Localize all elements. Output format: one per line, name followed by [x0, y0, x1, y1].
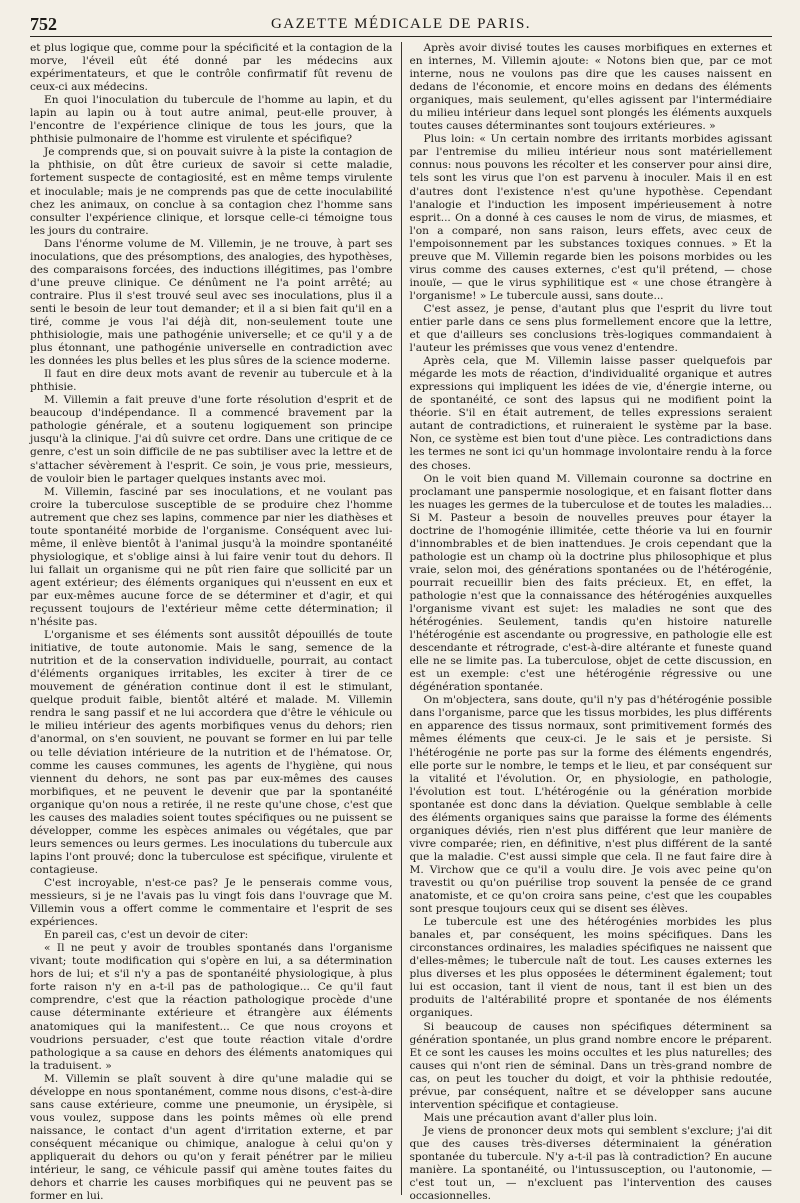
paragraph: L'organisme et ses éléments sont aussitôt dépouillés de toute initiative, de toute autonomie. Mais le sang, semence de la nutrition et de la conservation individuelle, pourrait, au contact d'éléments organiques irritables, les exciter à tirer de ce mouvement de génération continue dont il est le stimulant, quelque produit faible, bientôt altéré et malade. M. Villemin rendra le sang passif et ne lui accordera que d'être le véhicule ou le milieu intérieur des agents morbifiques venus du dehors; rien d'anormal, on s'en souvient, ne pouvant se former en lui par telle ou telle déviation intérieure de la nutrition et de l'hématose. Or, comme les causes communes, les agents de l'hygiène, qui nous viennent du dehors, ne sont pas par eux-mêmes des causes morbifiques, et ne peuvent le devenir que par la spontanéité organique qu'on nous a retirée, il ne reste qu'une chose, c'est que les causes des maladies soient toutes spécifiques ou ne puissent se développer, comme les espèces animales ou végétales, que par leurs semences ou leurs germes. Les inoculations du tubercule aux lapins l'ont prouvé; donc la tuberculose est spécifique, virulente et contagieuse. — [30, 629, 393, 876]
paragraph: C'est assez, je pense, d'autant plus que l'esprit du livre tout entier parle dans ce sens plus formellement encore que la lettre, et que d'ailleurs ses conclusions très-logiques commandaient à l'auteur les prémisses que vous venez d'entendre. — [409, 302, 772, 355]
paragraph: Je comprends que, si on pouvait suivre à la piste la contagion de la phthisie, on dût être curieux de savoir si cette maladie, fortement suspecte de contagiosité, est en même temps virulente et inoculable; mais je ne comprends pas que de cette inoculabilité chez les animaux, on conclue à sa contagion chez l'homme sans consulter l'expérience clinique, et lorsque celle-ci témoigne tous les jours du contraire. — [30, 146, 393, 237]
paragraph: Il faut en dire deux mots avant de revenir au tubercule et à la phthisie. — [30, 368, 393, 394]
paragraph: En pareil cas, c'est un devoir de citer: — [44, 929, 249, 942]
paragraph: M. Villemin, fasciné par ses inoculations, et ne voulant pas croire la tuberculose susceptible de se produire chez l'homme autrement que chez ses lapins, commence par nier les diathèses et toute spontanéité morbide de l'organisme. Conséquent avec lui-même, il enlève bientôt à l'animal jusqu'à la moindre spontanéité physiologique, et s'oblige ainsi à lui faire venir tout du dehors. Il lui fallait un organisme qui ne pût rien faire que sollicité par un agent extérieur; des éléments organiques qui n'eussent en eux et par eux-mêmes aucune force de se déterminer et d'agir, et qui reçussent toujours de l'extérieur même cette détermination; il n'hésite pas. — [30, 485, 393, 629]
paragraph: Si beaucoup de causes non spécifiques déterminent sa génération spontanée, un plus grand nombre encore le préparent. Et ce sont les causes les moins occultes et les plus naturelles; des causes qui n'ont rien de séminal. Dans un très-grand nombre de cas, on peut les toucher du doigt, et voir la phthisie redoutée, prévue, par conséquent, naître et se développer sans aucune intervention spécifique et contagieuse. — [409, 1020, 772, 1111]
paragraph: Après cela, que M. Villemin laisse passer quelquefois par mégarde les mots de réaction, d'individualité organique et autres expressions qui impliquent les idées de vie, d'énergie interne, ou de spontanéité, ce sont des lapsus qui ne modifient point la théorie. S'il en était autrement, de telles expressions seraient autant de contradictions, et ruineraient le système par la base. Non, ce système est bien tout d'une pièce. Les contradictions dans les termes ne sont ici qu'un hommage involontaire rendu à la force des choses. — [409, 355, 772, 472]
page-number: 752 — [30, 14, 57, 34]
paragraph: Après avoir divisé toutes les causes morbifiques en externes et en internes, M. Villemin ajoute: « Notons bien que, par ce mot interne, nous ne voulons pas dire que les causes naissent en dedans de l'économie, et encore moins en dedans des éléments organiques, mais seulement, qu'elles agissent par l'intermédiaire du milieu intérieur dans lequel sont plongés les éléments auxquels toutes causes déterminantes sont toujours extérieures. » — [409, 42, 772, 133]
page-header — [30, 14, 772, 37]
paragraph: et plus logique que, comme pour la spécificité et la contagion de la morve, l'éveil eût été donné par les médecins aux expérimentateurs, et que le contrôle confirmatif fût revenu de ceux-ci aux médecins. — [30, 42, 393, 94]
paragraph: Mais une précaution avant d'aller plus loin. — [423, 1111, 658, 1124]
paragraph: Je viens de prononcer deux mots qui semblent s'exclure; j'ai dit que des causes très-diverses déterminaient la génération spontanée du tubercule. N'y a-t-il pas là contradiction? En aucune manière. La spontanéité, ou l'intussusception, ou l'autonomie, — c'est tout un, — n'excluent pas l'intervention des causes occasionnelles. — [409, 1124, 772, 1203]
paragraph: M. Villemin se plaît souvent à dire qu'une maladie qui se développe en nous spontanément, comme nous disons, c'est-à-dire sans cause extérieure, comme une pneumonie, un érysipèle, si vous voulez, suppose dans les points mêmes où elle prend naissance, le contact d'un agent d'irritation externe, et par conséquent mécanique ou chimique, analogue à celui qu'on y appliquerait du dehors ou qu'on y ferait pénétrer par le milieu intérieur, le sang, ce véhicule passif qui amène toutes faites du dehors et charrie les causes morbifiques qui ne peuvent pas se former en lui. — [30, 1072, 393, 1203]
paragraph: Dans l'énorme volume de M. Villemin, je ne trouve, à part ses inoculations, que des présomptions, des analogies, des hypothèses, des comparaisons forcées, des inductions illégitimes, pas l'ombre d'une preuve clinique. Ce dénûment ne l'a point arrêté; au contraire. Plus il s'est trouvé seul avec ses inoculations, plus il a senti le besoin de leur tout demander; et il a si bien fait qu'il en a tiré, comme je vous l'ai déjà dit, non-seulement toute une phthisiologie, mais une pathogénie universelle; et ce qu'il y a de plus étonnant, une pathogénie universelle en contradiction avec les données les plus belles et les plus sûres de la science moderne. — [30, 237, 393, 368]
paragraph: Le tubercule est une des hétérogénies morbides les plus banales et, par conséquent, les moins spécifiques. Dans les circonstances ordinaires, les maladies spécifiques ne naissent que d'elles-mêmes; le tubercule naît de tout. Les causes externes les plus diverses et les plus opposées le déterminent également; tout lui est occasion, tant il vient de nous, tant il est bien un des produits de l'altérabilité propre et spontanée de nos éléments organiques. — [409, 916, 772, 1020]
right-column — [402, 42, 773, 1203]
paragraph: « Il ne peut y avoir de troubles spontanés dans l'organisme vivant; toute modification qui s'opère en lui, a sa détermination hors de lui; et s'il n'y a pas de spontanéité physiologique, à plus forte raison n'y en a-t-il pas de pathologique... Ce qu'il faut comprendre, c'est que la réaction pathologique procède d'une cause déterminante extérieure et étrangère aux éléments anatomiques qui la manifestent... Ce que nous croyons et voudrions persuader, c'est que toute réaction vitale d'ordre pathologique a sa cause en dehors des éléments anatomiques qui la traduisent. » — [30, 942, 393, 1072]
paragraph: M. Villemin a fait preuve d'une forte résolution d'esprit et de beaucoup d'indépendance. Il a commencé bravement par la pathologie générale, et a soutenu logiquement son principe jusqu'à la clinique. J'ai dû suivre cet ordre. Dans une critique de ce genre, c'est un soin difficile de ne pas subtiliser avec la lettre et de s'attacher sévèrement à l'esprit. Ce soin, je vous prie, messieurs, de vouloir bien le partager quelques instants avec moi. — [30, 394, 393, 485]
paragraph: On le voit bien quand M. Villemain couronne sa doctrine en proclamant une panspermie nosologique, et en faisant flotter dans les nuages les germes de la tuberculose et de toutes les maladies... Si M. Pasteur a besoin de nouvelles preuves pour étayer la doctrine de l'homogénie illimitée, cette théorie va lui en fournir d'innombrables et de bien inattendues. Je crois cependant que la pathologie est un champ où la doctrine plus philosophique et plus vraie, selon moi, des générations spontanées ou de l'hétérogénie, pourrait recueillir bien des faits précieux. Et, en effet, la pathologie n'est que la connaissance des hétérogénies auxquelles l'organisme vivant est sujet: les maladies ne sont que des hétérogénies. Seulement, tandis qu'en histoire naturelle l'hétérogénie est ascendante ou progressive, en pathologie elle est descendante et rétrograde, c'est-à-dire altérante et funeste quand elle ne se limite pas. La tuberculose, objet de cette discussion, en est un exemple: c'est une hétérogénie régressive ou une dégénération spontanée. — [409, 472, 772, 694]
text-columns — [30, 42, 772, 1203]
paragraph: Plus loin: « Un certain nombre des irritants morbides agissant par l'entremise du milieu intérieur nous sont matériellement connus: nous pouvons les récolter et les conserver pour ainsi dire, tels sont les virus que l'on est parvenu à inoculer. Mais il en est d'autres dont l'existence n'est qu'une hypothèse. Cependant l'analogie et l'induction les imposent impérieusement à notre esprit... On a donné à ces causes le nom de virus, de miasmes, et l'on a comparé, non sans raison, leurs effets, avec ceux de l'empoisonnement par les substances toxiques connues. » Et la preuve que M. Villemin regarde bien les poisons morbides ou les virus comme des causes externes, c'est qu'il prétend, — chose inouïe, — que le virus syphilitique est « une chose étrangère à l'organisme! » Le tubercule aussi, sans doute... — [409, 133, 772, 302]
paragraph: On m'objectera, sans doute, qu'il n'y pas d'hétérogénie possible dans l'organisme, parce que les tissus morbides, les plus différents en apparence des tissus normaux, sont primitivement formés des mêmes éléments que ceux-ci. Je le sais et je persiste. Si l'hétérogénie ne porte pas sur la forme des éléments engendrés, elle porte sur le nombre, le temps et le lieu, et par conséquent sur la vitalité et l'évolution. Or, en physiologie, en pathologie, l'évolution est tout. L'hétérogénie ou la génération morbide spontanée est donc dans la déviation. Quelque semblable à celle des éléments organiques sains que paraisse la forme des éléments organiques déviés, rien n'est plus différent que leur manière de vivre comparée; rien, en définitive, n'est plus différent de la santé que la maladie. C'est aussi simple que cela. Il ne faut faire dire à M. Virchow que ce qu'il a voulu dire. Je vois avec peine qu'on travestit ou qu'on puérilise trop souvent la pensée de ce grand anatomiste, et ce qu'on croira sans peine, c'est que les coupables sont presque toujours ceux qui se disent ses élèves. — [409, 694, 772, 916]
left-column — [30, 42, 401, 1203]
running-title: GAZETTE MÉDICALE DE PARIS. — [270, 16, 532, 32]
paragraph: C'est incroyable, n'est-ce pas? Je le penserais comme vous, messieurs, si je ne l'avais pas lu vingt fois dans l'ouvrage que M. Villemin vous a offert comme le commentaire et l'esprit de ses expériences. — [30, 877, 393, 929]
paragraph: En quoi l'inoculation du tubercule de l'homme au lapin, et du lapin au lapin ou à tout autre animal, peut-elle prouver, à l'encontre de l'expérience clinique de tous les jours, que la phthisie pulmonaire de l'homme est virulente et spécifique? — [30, 94, 393, 146]
